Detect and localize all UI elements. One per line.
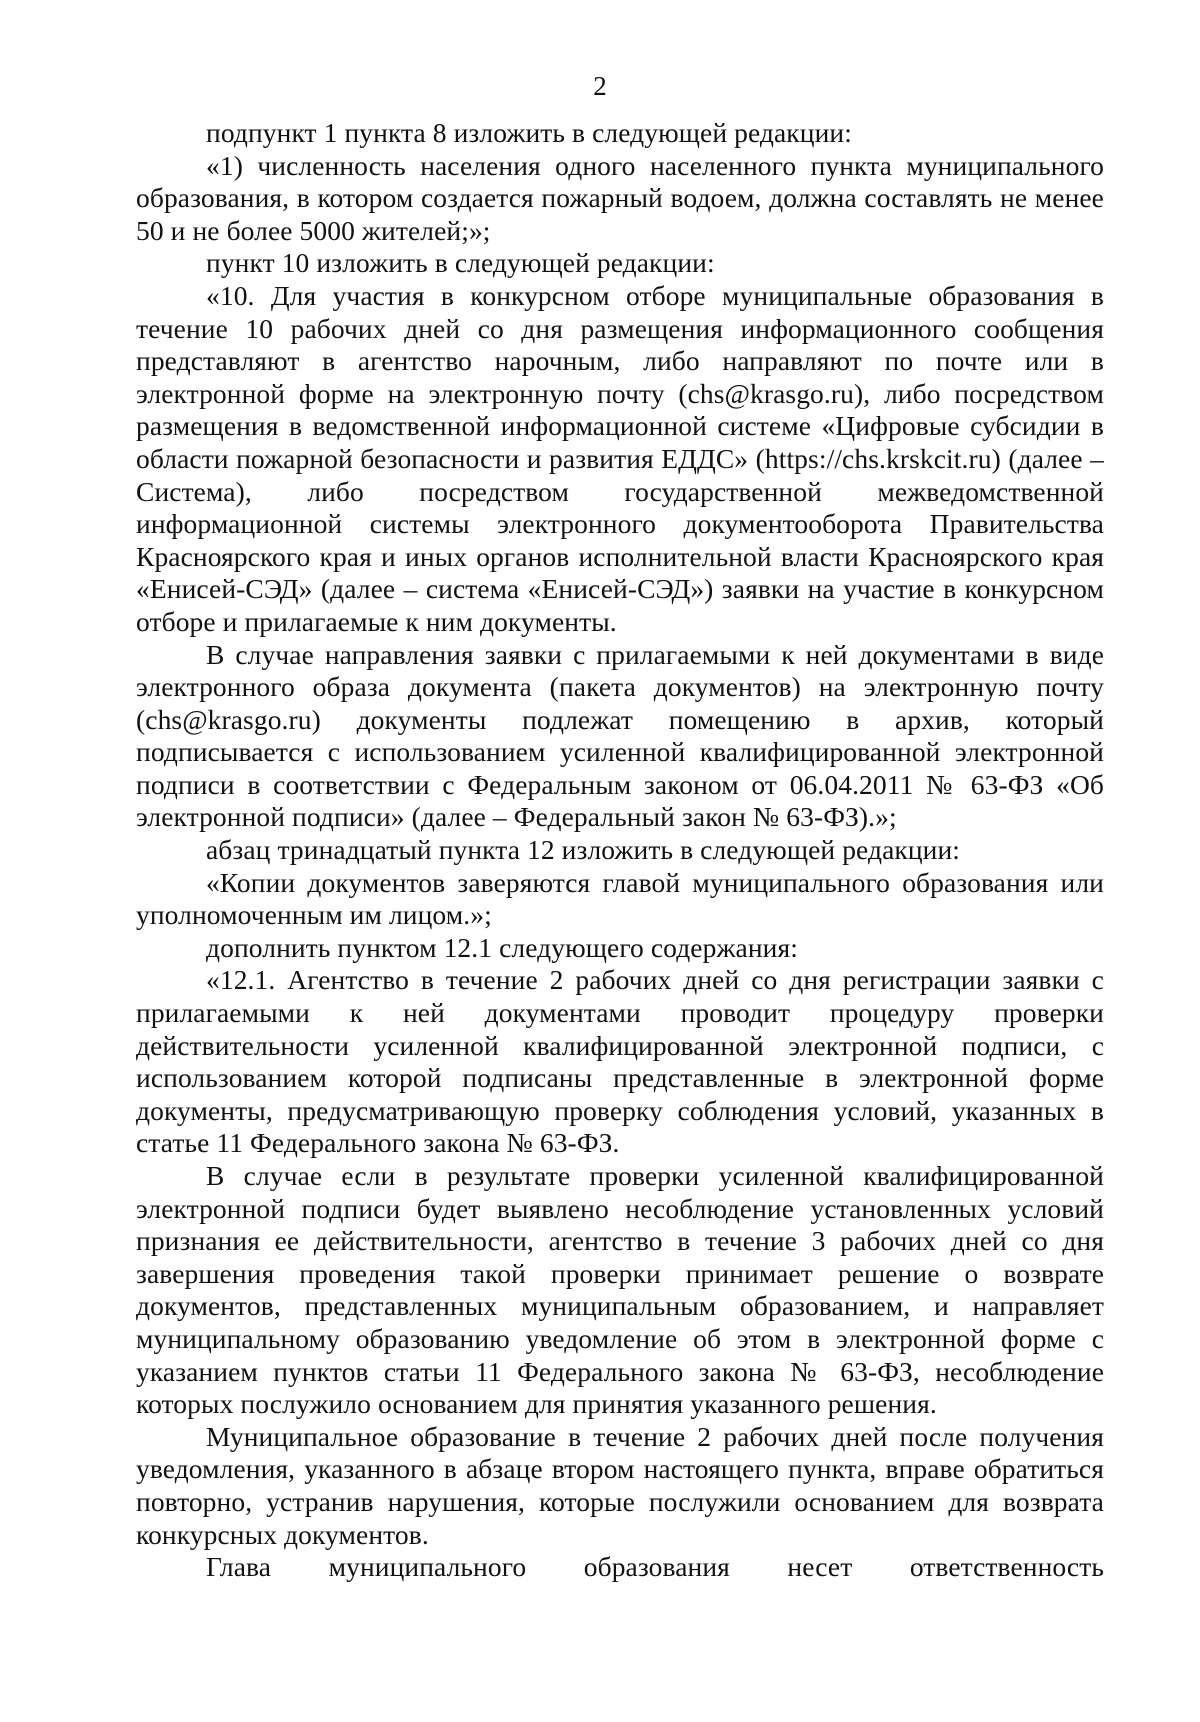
document-body <box>136 117 1104 1584</box>
paragraph-4: «10. Для участия в конкурсном отборе муниципальные образования в течение 10 рабочих дней со дня размещения информационного сообщения представляют в агентство нарочным, либо направляют по почте или в электронной форме на электронную почту (chs@krasgo.ru), либо посредством размещения в ведомственной информационной системе «Цифровые субсидии в области пожарной безопасности и развития ЕДДС» (https://chs.krskcit.ru) (далее – Система), либо посредством государственной межведомственной информационной системы электронного документооборота Правительства Красноярского края и иных органов исполнительной власти Красноярского края «Енисей-СЭД» (далее – система «Енисей-СЭД») заявки на участие в конкурсном отборе и прилагаемые к ним документы. <box>136 279 1104 637</box>
paragraph-2: «1) численность населения одного населенного пункта муниципального образования, в котором создается пожарный водоем, должна составлять не менее 50 и не более 5000 жителей;»; <box>136 149 1104 246</box>
paragraph-9: «12.1. Агентство в течение 2 рабочих дней со дня регистрации заявки с прилагаемыми к ней документами проводит процедуру проверки действительности усиленной квалифицированной электронной подписи, с использованием которой подписаны представленные в электронной форме документы, предусматривающую проверку соблюдения условий, указанных в статье 11 Федерального закона № 63-ФЗ. <box>136 964 1104 1159</box>
paragraph-11: Муниципальное образование в течение 2 рабочих дней после получения уведомления, указанного в абзаце втором настоящего пункта, вправе обратиться повторно, устранив нарушения, которые послужили основанием для возврата конкурсных документов. <box>136 1420 1104 1550</box>
paragraph-3: пункт 10 изложить в следующей редакции: <box>206 247 715 279</box>
page-number: 2 <box>593 71 607 101</box>
paragraph-10: В случае если в результате проверки усиленной квалифицированной электронной подписи будет выявлено несоблюдение установленных условий признания ее действительности, агентство в течение 3 рабочих дней со дня завершения проведения такой проверки принимает решение о возврате документов, представленных муниципальным образованием, и направляет муниципальному образованию уведомление об этом в электронной форме с указанием пунктов статьи 11 Федерального закона № 63-ФЗ, несоблюдение которых послужило основанием для принятия указанного решения. <box>136 1160 1104 1420</box>
paragraph-8: дополнить пунктом 12.1 следующего содержания: <box>206 931 798 963</box>
paragraph-6: абзац тринадцатый пункта 12 изложить в следующей редакции: <box>206 834 961 866</box>
paragraph-7: «Копии документов заверяются главой муниципального образования или уполномоченным им лицом.»; <box>136 866 1104 931</box>
paragraph-12: Глава муниципального образования несет ответственность <box>206 1551 1104 1583</box>
paragraph-1: подпункт 1 пункта 8 изложить в следующей редакции: <box>206 117 852 148</box>
paragraph-5: В случае направления заявки с прилагаемыми к ней документами в виде электронного образа документа (пакета документов) на электронную почту (chs@krasgo.ru) документы подлежат помещению в архив, который подписывается с использованием усиленной квалифицированной электронной подписи в соответствии с Федеральным законом от 06.04.2011 № 63-ФЗ «Об электронной подписи» (далее – Федеральный закон № 63-ФЗ).»; <box>136 638 1104 833</box>
